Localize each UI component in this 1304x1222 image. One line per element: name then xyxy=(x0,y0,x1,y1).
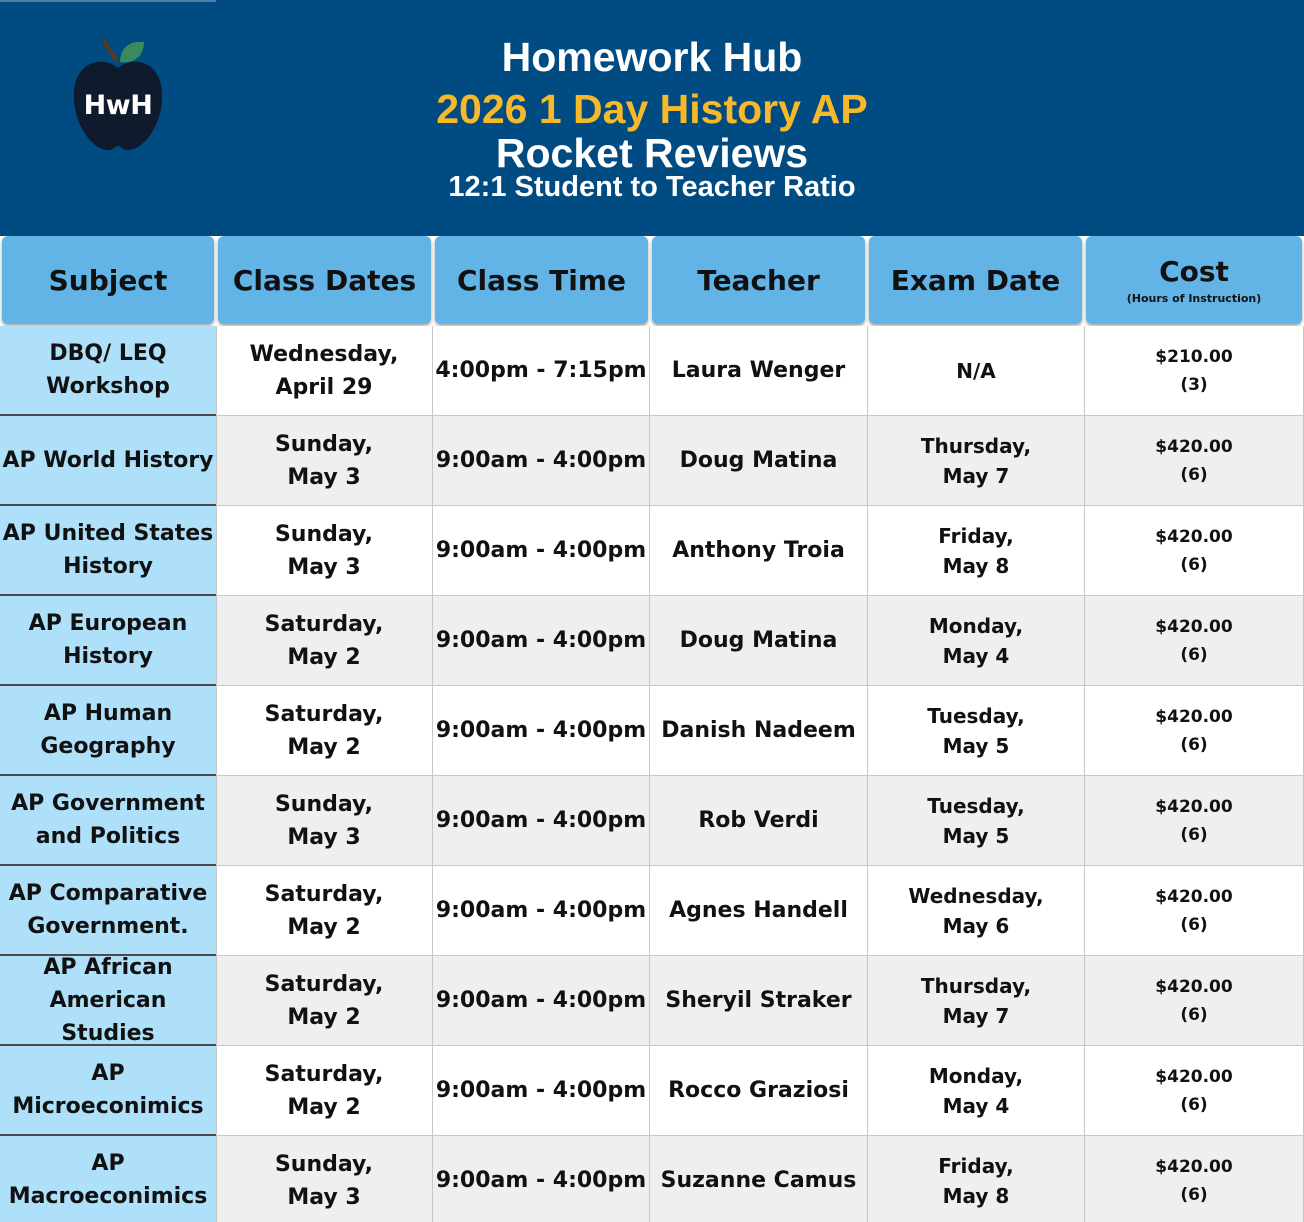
program-subtitle: 2026 1 Day History AP xyxy=(436,86,868,132)
cost-cell xyxy=(1085,326,1304,416)
class-time-cell xyxy=(433,506,650,596)
cost-amount: $420.00 xyxy=(1155,796,1233,817)
teacher-cell xyxy=(650,596,868,686)
teacher-cell xyxy=(650,1136,868,1222)
column-header-label: Teacher xyxy=(697,263,820,297)
cost-cell xyxy=(1085,596,1304,686)
header-banner xyxy=(0,0,1304,236)
cost-amount: $420.00 xyxy=(1155,886,1233,907)
table-row xyxy=(0,326,1304,416)
class-time-text: 9:00am - 4:00pm xyxy=(435,538,647,563)
teacher-cell xyxy=(650,866,868,956)
banner-top-strip xyxy=(0,0,216,2)
class-dates-cell xyxy=(216,506,433,596)
teacher-cell xyxy=(650,326,868,416)
cost-amount: $420.00 xyxy=(1155,616,1233,637)
instruction-hours: (6) xyxy=(1180,1094,1208,1115)
column-header-label: Subject xyxy=(48,263,168,297)
class-dates-cell xyxy=(216,326,433,416)
instruction-hours: (6) xyxy=(1180,644,1208,665)
table-row xyxy=(0,956,1304,1046)
class-dates-line: Saturday, xyxy=(264,1061,384,1087)
subject-line: American Studies xyxy=(49,987,167,1046)
exam-date-line: Tuesday, xyxy=(927,793,1025,818)
class-time-text: 9:00am - 4:00pm xyxy=(435,718,647,743)
exam-date-line: May 4 xyxy=(942,643,1010,668)
class-dates-cell xyxy=(216,1136,433,1222)
class-dates-cell xyxy=(216,776,433,866)
subject-line: Workshop xyxy=(46,374,170,399)
column-header-class-time xyxy=(435,236,648,324)
subject-cell xyxy=(0,596,216,686)
teacher-text: Suzanne Camus xyxy=(660,1168,857,1193)
class-time-text: 9:00am - 4:00pm xyxy=(435,448,647,473)
cost-cell xyxy=(1085,686,1304,776)
teacher-text: Doug Matina xyxy=(679,628,838,653)
class-dates-cell xyxy=(216,416,433,506)
cost-amount: $420.00 xyxy=(1155,1156,1233,1177)
exam-date-line: May 4 xyxy=(942,1093,1010,1118)
subject-cell xyxy=(0,866,216,956)
exam-date-cell xyxy=(868,866,1085,956)
subject-line: Geography xyxy=(40,734,176,759)
exam-date-cell xyxy=(868,326,1085,416)
subject-line: AP European xyxy=(28,611,188,636)
class-dates-cell xyxy=(216,596,433,686)
exam-date-cell xyxy=(868,1136,1085,1222)
exam-date-line: May 7 xyxy=(942,1003,1010,1028)
cost-amount: $420.00 xyxy=(1155,526,1233,547)
instruction-hours: (3) xyxy=(1180,374,1208,395)
class-dates-cell xyxy=(216,866,433,956)
table-row xyxy=(0,1136,1304,1222)
subject-line: DBQ/ LEQ xyxy=(49,341,167,366)
class-dates-line: May 2 xyxy=(287,1094,361,1120)
class-dates-line: May 3 xyxy=(287,554,361,580)
class-dates-line: Saturday, xyxy=(264,611,384,637)
column-header-label: Class Time xyxy=(457,263,626,297)
exam-date-cell xyxy=(868,1046,1085,1136)
teacher-cell xyxy=(650,1046,868,1136)
class-time-text: 9:00am - 4:00pm xyxy=(435,808,647,833)
subject-cell xyxy=(0,776,216,866)
exam-date-line: N/A xyxy=(956,358,996,383)
exam-date-cell xyxy=(868,596,1085,686)
cost-amount: $210.00 xyxy=(1155,346,1233,367)
subject-cell xyxy=(0,1136,216,1222)
class-dates-cell xyxy=(216,956,433,1046)
subject-cell xyxy=(0,1046,216,1136)
class-dates-line: Sunday, xyxy=(274,1151,374,1177)
class-time-cell xyxy=(433,416,650,506)
class-dates-line: May 2 xyxy=(287,1004,361,1030)
exam-date-line: Tuesday, xyxy=(927,703,1025,728)
exam-date-line: May 5 xyxy=(942,823,1010,848)
teacher-cell xyxy=(650,686,868,776)
ratio-text: 12:1 Student to Teacher Ratio xyxy=(448,171,856,203)
class-dates-cell xyxy=(216,1046,433,1136)
column-header-label: Cost xyxy=(1159,255,1229,288)
column-header-class-dates xyxy=(218,236,431,324)
table-row xyxy=(0,506,1304,596)
class-time-text: 9:00am - 4:00pm xyxy=(435,988,647,1013)
cost-amount: $420.00 xyxy=(1155,976,1233,997)
teacher-text: Agnes Handell xyxy=(669,898,848,923)
teacher-cell xyxy=(650,776,868,866)
class-time-text: 9:00am - 4:00pm xyxy=(435,898,647,923)
class-time-text: 9:00am - 4:00pm xyxy=(435,628,647,653)
class-time-cell xyxy=(433,1046,650,1136)
class-time-cell xyxy=(433,956,650,1046)
class-dates-line: Sunday, xyxy=(274,431,374,457)
class-dates-line: May 3 xyxy=(287,824,361,850)
subject-line: AP World History xyxy=(2,447,214,473)
subject-line: Macroeconimics xyxy=(8,1184,208,1209)
cost-amount: $420.00 xyxy=(1155,706,1233,727)
exam-date-line: Friday, xyxy=(938,523,1014,548)
exam-date-cell xyxy=(868,416,1085,506)
instruction-hours: (6) xyxy=(1180,554,1208,575)
class-dates-line: Sunday, xyxy=(274,521,374,547)
subject-line: and Politics xyxy=(35,824,181,849)
table-header-row xyxy=(0,236,1304,326)
exam-date-cell xyxy=(868,956,1085,1046)
table-row xyxy=(0,866,1304,956)
instruction-hours: (6) xyxy=(1180,824,1208,845)
instruction-hours: (6) xyxy=(1180,464,1208,485)
class-dates-line: May 2 xyxy=(287,644,361,670)
cost-cell xyxy=(1085,866,1304,956)
brand-title: Homework Hub xyxy=(501,34,803,80)
subject-line: AP African xyxy=(43,954,173,980)
class-time-text: 9:00am - 4:00pm xyxy=(435,1168,647,1193)
exam-date-line: Thursday, xyxy=(920,973,1032,998)
cost-cell xyxy=(1085,1046,1304,1136)
column-header-label: Class Dates xyxy=(232,263,417,297)
class-time-cell xyxy=(433,1136,650,1222)
class-dates-line: Saturday, xyxy=(264,971,384,997)
class-dates-line: May 2 xyxy=(287,734,361,760)
schedule-table xyxy=(0,236,1304,1222)
class-dates-line: May 3 xyxy=(287,1184,361,1210)
column-divider xyxy=(216,326,217,1222)
subject-line: AP Government xyxy=(11,791,205,816)
teacher-text: Doug Matina xyxy=(679,448,838,473)
subject-line: AP United States xyxy=(2,521,214,546)
class-dates-line: Wednesday, xyxy=(249,341,399,367)
exam-date-line: May 8 xyxy=(942,1183,1010,1208)
exam-date-cell xyxy=(868,776,1085,866)
subject-line: AP xyxy=(91,1151,125,1176)
exam-date-line: May 6 xyxy=(942,913,1010,938)
table-row xyxy=(0,686,1304,776)
teacher-cell xyxy=(650,506,868,596)
subject-line: AP xyxy=(91,1061,125,1086)
subject-line: History xyxy=(63,644,153,669)
teacher-text: Rob Verdi xyxy=(698,808,819,833)
class-dates-line: May 2 xyxy=(287,914,361,940)
instruction-hours: (6) xyxy=(1180,1004,1208,1025)
program-title: Rocket Reviews xyxy=(495,130,809,176)
subject-line: History xyxy=(63,554,153,579)
class-time-cell xyxy=(433,776,650,866)
cost-amount: $420.00 xyxy=(1155,436,1233,457)
column-header-exam-date xyxy=(869,236,1082,324)
class-dates-line: April 29 xyxy=(275,374,373,400)
cost-amount: $420.00 xyxy=(1155,1066,1233,1087)
class-dates-line: Saturday, xyxy=(264,701,384,727)
subject-line: AP Human xyxy=(43,701,173,726)
exam-date-line: Monday, xyxy=(928,613,1024,638)
class-dates-line: Saturday, xyxy=(264,881,384,907)
exam-date-cell xyxy=(868,686,1085,776)
column-header-label: Exam Date xyxy=(890,263,1061,297)
class-time-cell xyxy=(433,866,650,956)
column-header-teacher xyxy=(652,236,865,324)
cost-cell xyxy=(1085,506,1304,596)
exam-date-line: May 8 xyxy=(942,553,1010,578)
table-row xyxy=(0,596,1304,686)
class-dates-line: May 3 xyxy=(287,464,361,490)
cost-cell xyxy=(1085,416,1304,506)
subject-cell xyxy=(0,416,216,506)
column-header-subject xyxy=(2,236,214,324)
teacher-cell xyxy=(650,956,868,1046)
teacher-cell xyxy=(650,416,868,506)
exam-date-line: May 5 xyxy=(942,733,1010,758)
cost-cell xyxy=(1085,1136,1304,1222)
subject-cell xyxy=(0,956,216,1046)
exam-date-line: Wednesday, xyxy=(908,883,1044,908)
table-row xyxy=(0,416,1304,506)
teacher-text: Rocco Graziosi xyxy=(668,1078,849,1103)
table-row xyxy=(0,776,1304,866)
class-time-cell xyxy=(433,326,650,416)
class-time-text: 4:00pm - 7:15pm xyxy=(435,358,647,383)
subject-line: Government. xyxy=(27,914,189,939)
subject-cell xyxy=(0,326,216,416)
instruction-hours: (6) xyxy=(1180,734,1208,755)
instruction-hours: (6) xyxy=(1180,914,1208,935)
logo-text: HwH xyxy=(83,90,153,121)
teacher-text: Anthony Troia xyxy=(672,538,845,563)
class-dates-line: Sunday, xyxy=(274,791,374,817)
column-header-sublabel: (Hours of Instruction) xyxy=(1126,292,1262,305)
exam-date-line: Friday, xyxy=(938,1153,1014,1178)
exam-date-line: Monday, xyxy=(928,1063,1024,1088)
subject-line: AP Comparative xyxy=(8,881,208,906)
class-time-cell xyxy=(433,686,650,776)
subject-cell xyxy=(0,506,216,596)
teacher-text: Danish Nadeem xyxy=(661,718,856,743)
class-dates-cell xyxy=(216,686,433,776)
class-time-text: 9:00am - 4:00pm xyxy=(435,1078,647,1103)
table-row xyxy=(0,1046,1304,1136)
exam-date-cell xyxy=(868,506,1085,596)
column-header-cost xyxy=(1086,236,1302,324)
cost-cell xyxy=(1085,776,1304,866)
exam-date-line: Thursday, xyxy=(920,433,1032,458)
exam-date-line: May 7 xyxy=(942,463,1010,488)
teacher-text: Sheryil Straker xyxy=(665,988,852,1013)
subject-line: Microeconimics xyxy=(12,1094,204,1119)
instruction-hours: (6) xyxy=(1180,1184,1208,1205)
subject-cell xyxy=(0,686,216,776)
cost-cell xyxy=(1085,956,1304,1046)
class-time-cell xyxy=(433,596,650,686)
teacher-text: Laura Wenger xyxy=(671,358,846,383)
